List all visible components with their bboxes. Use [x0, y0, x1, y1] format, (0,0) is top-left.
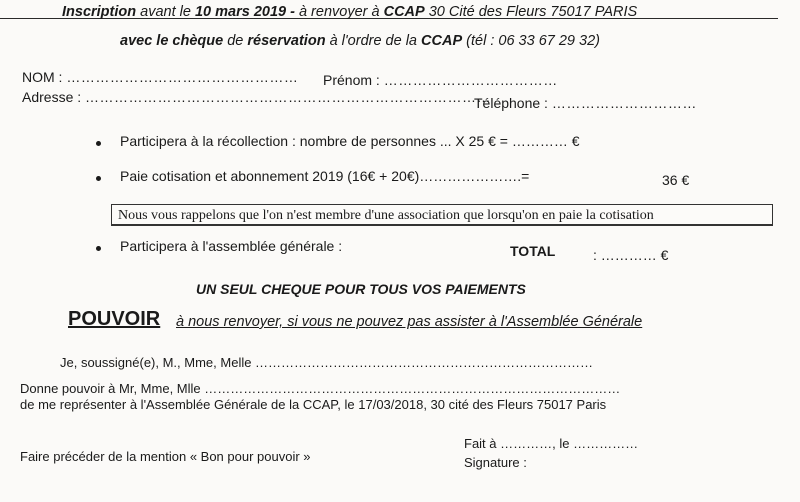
- recollection-line: Participera à la récollection : nombre de personnes ... X 25 € = ………… €: [120, 133, 580, 149]
- telephone-label: Téléphone :: [474, 95, 548, 111]
- telephone-blank[interactable]: …………………………: [551, 95, 697, 111]
- total-label: TOTAL: [510, 243, 556, 259]
- adresse-label: Adresse :: [22, 89, 82, 105]
- soussigne-line[interactable]: Je, soussigné(e), M., Mme, Melle ……………………………………………………………………: [60, 355, 594, 370]
- prenom-label: Prénom :: [323, 72, 380, 88]
- nom-blank[interactable]: …………………………………………: [66, 69, 299, 85]
- pouvoir-subtitle: à nous renvoyer, si vous ne pouvez pas assister à l'Assemblée Générale: [176, 314, 643, 330]
- cheque-notice: UN SEUL CHEQUE POUR TOUS VOS PAIEMENTS: [196, 281, 526, 297]
- representer-line: de me représenter à l'Assemblée Générale de la CCAP, le 17/03/2018, 30 cité des Fleurs 75017 Paris: [20, 397, 607, 412]
- nom-field[interactable]: [22, 69, 298, 85]
- adresse-blank[interactable]: …………………………………………………………………………: [85, 89, 492, 105]
- nom-label: NOM :: [22, 69, 63, 85]
- ccap-phone: (tél : 06 33 67 29 32): [462, 33, 600, 49]
- bullet-icon: [96, 141, 101, 146]
- header-line-1: Inscription avant le 10 mars 2019 - à renvoyer à CCAP 30 Cité des Fleurs 75017 PARIS: [62, 4, 638, 20]
- prenom-field[interactable]: [323, 72, 558, 88]
- bullet-icon: [96, 176, 101, 181]
- cotisation-amount: 36 €: [662, 172, 690, 188]
- signature-label[interactable]: Signature :: [464, 455, 527, 470]
- header-line-2: avec le chèque de réservation à l'ordre de la CCAP (tél : 06 33 67 29 32): [120, 33, 600, 49]
- telephone-field[interactable]: [474, 95, 697, 111]
- deadline-date: 10 mars 2019 -: [194, 4, 295, 20]
- assemblee-line: Participera à l'assemblée générale :: [120, 238, 343, 254]
- inscription-label: Inscription: [62, 4, 137, 20]
- membership-notice: Nous vous rappelons que l'on n'est membre d'une association que lorsqu'on en paie la cotisation: [111, 204, 773, 226]
- donne-pouvoir-line[interactable]: Donne pouvoir à Mr, Mme, Mlle ……………………………………………………………………………………: [20, 381, 621, 396]
- cotisation-line: Paie cotisation et abonnement 2019 (16€ + 20€)………………….=: [120, 168, 530, 184]
- mention-line: Faire précéder de la mention « Bon pour pouvoir »: [20, 449, 311, 464]
- total-value[interactable]: : ………… €: [593, 247, 669, 263]
- adresse-field[interactable]: [22, 89, 491, 105]
- bullet-icon: [96, 246, 101, 251]
- pouvoir-title: POUVOIR: [68, 308, 161, 330]
- fait-a-line[interactable]: Fait à …………, le ……………: [464, 436, 639, 451]
- prenom-blank[interactable]: ………………………………: [383, 72, 558, 88]
- ccap-address: 30 Cité des Fleurs 75017 PARIS: [424, 4, 638, 20]
